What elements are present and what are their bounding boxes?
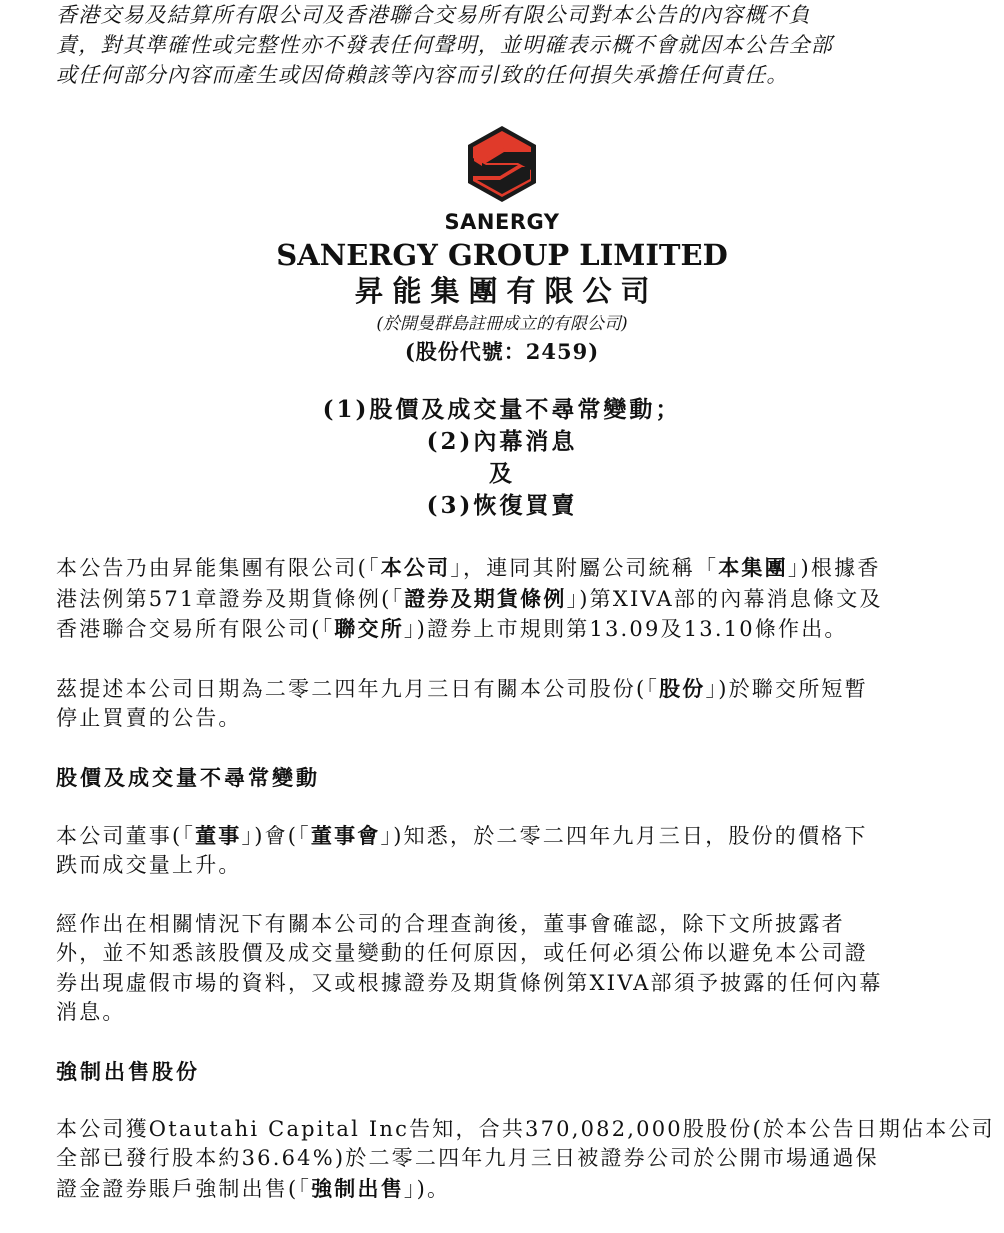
paragraph-line: 本公司獲Otautahi Capital Inc告知，合共370,082,000股股份(於本公告日期佔本公司	[56, 1116, 995, 1141]
defined-term: 強制出售	[311, 1175, 404, 1201]
paragraph-line: 全部已發行股本約36.64%)於二零二四年九月三日被證券公司於公開市場通過保	[56, 1146, 879, 1170]
paragraph-line: 本公告乃由昇能集團有限公司(「本公司」，連同其附屬公司統稱「本集團」)根據香	[56, 555, 881, 580]
disclaimer	[56, 0, 946, 90]
paragraph-line: 消息。	[56, 1000, 126, 1024]
paragraph-board-confirmation	[56, 910, 946, 1028]
brand-wordmark: SANERGY	[444, 210, 560, 234]
defined-term: 本集團	[718, 555, 788, 580]
company-header	[0, 126, 1004, 367]
stock-code: (股份代號：2459)	[404, 339, 600, 364]
defined-term: 證券及期貨條例	[404, 585, 567, 611]
defined-term: 董事	[195, 822, 242, 848]
title-line: (2)內幕消息	[426, 428, 578, 455]
paragraph-reference	[56, 674, 946, 734]
paragraph-line: 經作出在相關情況下有關本公司的合理查詢後，董事會確認，除下文所披露者	[56, 911, 845, 936]
paragraph-line: 本公司董事(「董事」)會(「董事會」)知悉，於二零二四年九月三日，股份的價格下	[56, 822, 868, 848]
paragraph-line: 券出現虛假市場的資料，又或根據證券及期貨條例第XIVA部須予披露的任何內幕	[56, 970, 883, 995]
paragraph-line: 香港聯合交易所有限公司(「聯交所」)證券上市規則第13.09及13.10條作出。	[56, 616, 848, 641]
section-heading-forced-sale: 強制出售股份	[56, 1058, 200, 1084]
company-name-english: SANERGY GROUP LIMITED	[276, 238, 728, 272]
defined-term: 本公司	[380, 555, 451, 580]
paragraph-board-notice	[56, 821, 946, 881]
defined-term: 股份	[659, 675, 706, 701]
disclaimer-line: 責，對其準確性或完整性亦不發表任何聲明，並明確表示概不會就因本公告全部	[56, 33, 833, 57]
title-line: (1)股價及成交量不尋常變動；	[322, 396, 682, 423]
disclaimer-line: 香港交易及結算所有限公司及香港聯合交易所有限公司對本公告的內容概不負	[56, 3, 811, 27]
announcement-titles	[0, 394, 1004, 522]
sanergy-s-logo-icon	[468, 126, 536, 202]
defined-term: 聯交所	[334, 616, 404, 641]
section-heading-unusual-movements: 股價及成交量不尋常變動	[56, 764, 320, 790]
title-line: (3)恢復買賣	[426, 492, 578, 519]
title-line: 及	[489, 460, 515, 487]
paragraph-line: 茲提述本公司日期為二零二四年九月三日有關本公司股份(「股份」)於聯交所短暫	[56, 675, 868, 701]
paragraph-line: 港法例第571章證券及期貨條例(「證券及期貨條例」)第XIVA部的內幕消息條文及	[56, 585, 883, 611]
paragraph-introduction	[56, 553, 946, 645]
company-name-chinese: 昇能集團有限公司	[354, 274, 659, 308]
paragraph-forced-sale	[56, 1115, 995, 1205]
paragraph-line: 停止買賣的公告。	[56, 706, 242, 730]
paragraph-line: 外，並不知悉該股價及成交量變動的任何原因，或任何必須公佈以避免本公司證	[56, 941, 868, 965]
announcement-body	[56, 553, 995, 1233]
incorporation-note: (於開曼群島註冊成立的有限公司)	[376, 314, 628, 334]
paragraph-line: 證金證券賬戶強制出售(「強制出售」)。	[56, 1175, 451, 1201]
defined-term: 董事會	[310, 822, 381, 848]
paragraph-line: 跌而成交量上升。	[56, 853, 242, 877]
disclaimer-line: 或任何部分內容而產生或因倚賴該等內容而引致的任何損失承擔任何責任。	[56, 63, 789, 87]
